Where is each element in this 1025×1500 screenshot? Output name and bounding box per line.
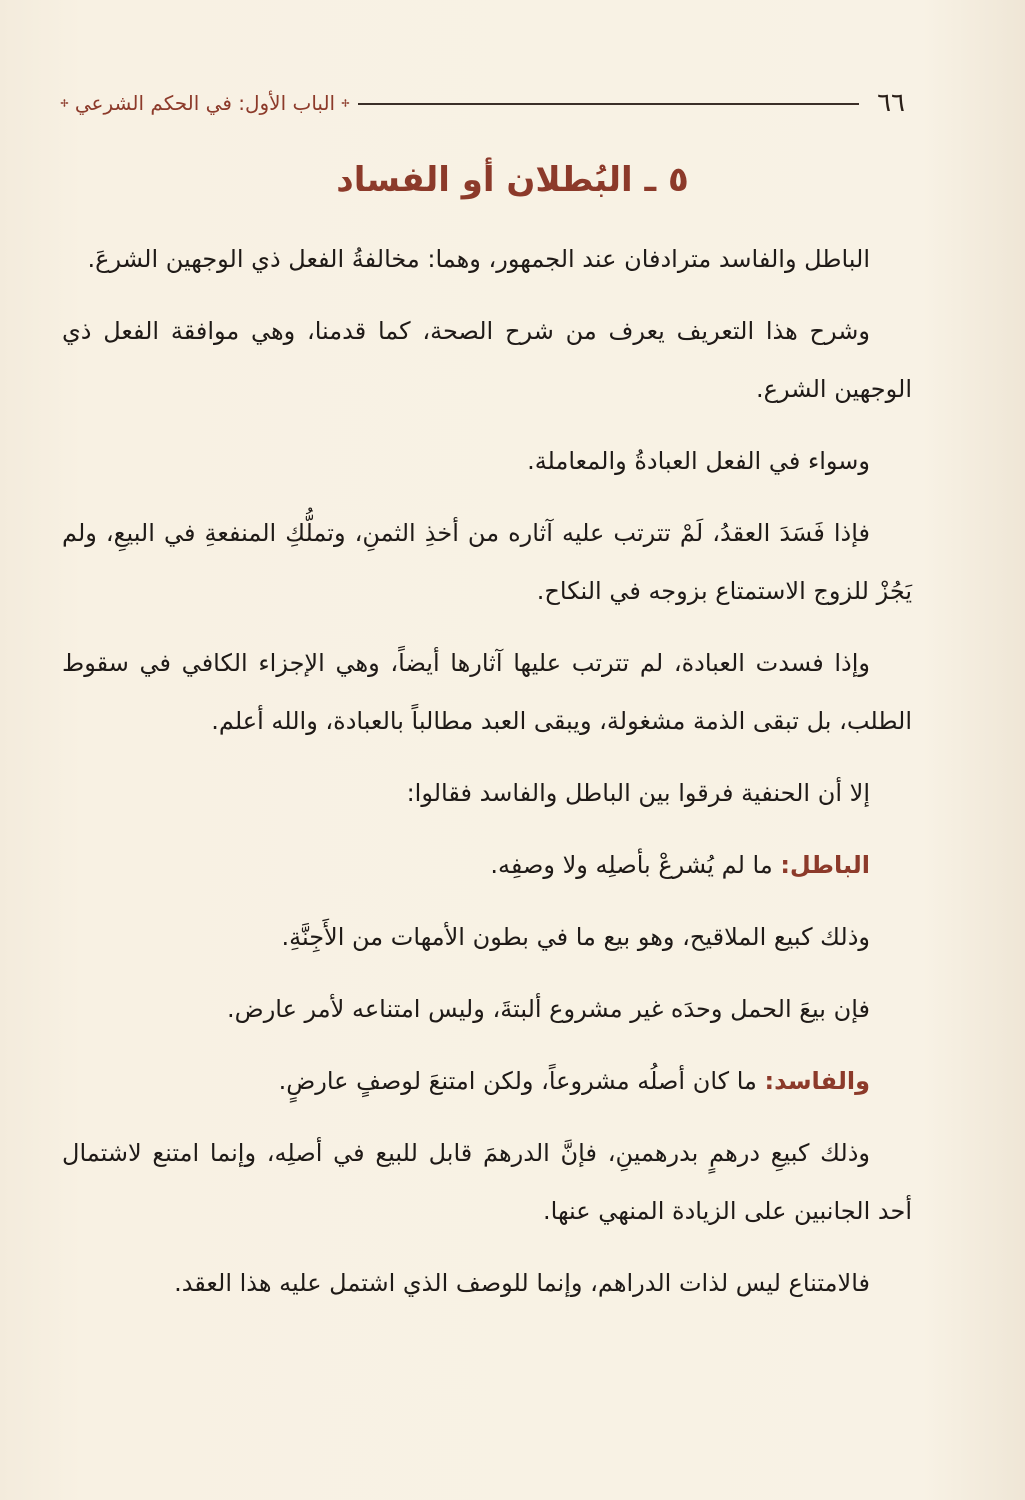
paragraph-text: فإن بيعَ الحمل وحدَه غير مشروع ألبتةَ، وليس امتناعه لأمر عارض. (227, 995, 870, 1023)
definition-paragraph (62, 836, 912, 894)
term-label: الباطل: (780, 851, 870, 879)
paragraph-text: وذلك كبيع الملاقيح، وهو بيع ما في بطون الأمهات من الأَجِنَّةِ. (281, 923, 870, 951)
paragraph (62, 1254, 912, 1312)
paragraph (62, 764, 912, 822)
paragraph (62, 504, 912, 620)
paragraph (62, 1124, 912, 1240)
page-number: ٦٦ (877, 88, 905, 118)
paragraph-text: فإذا فَسَدَ العقدُ، لَمْ تترتب عليه آثاره من أخذِ الثمنِ، وتملُّكِ المنفعةِ في البيعِ، ولم يَجُزْ للزوج الاستمتاع بزوجه في النكاح. (62, 519, 912, 605)
definition-paragraph (62, 1052, 912, 1110)
term-label: والفاسد: (764, 1067, 870, 1095)
paragraph-text: وذلك كبيعِ درهمٍ بدرهمينِ، فإنَّ الدرهمَ قابل للبيع في أصلِه، وإنما امتنع لاشتمال أحد الجانبين على الزيادة المنهي عنها. (62, 1139, 912, 1225)
header-rule (358, 103, 859, 105)
paragraph-text: ما لم يُشرعْ بأصلِه ولا وصفِه. (490, 851, 781, 879)
body-text (62, 230, 912, 1326)
paragraph-text: وسواء في الفعل العبادةُ والمعاملة. (527, 447, 870, 475)
paragraph (62, 230, 912, 288)
running-header (60, 86, 905, 120)
paragraph-text: الباطل والفاسد مترادفان عند الجمهور، وهما: مخالفةُ الفعل ذي الوجهين الشرعَ. (87, 245, 870, 273)
paragraph-text: إلا أن الحنفية فرقوا بين الباطل والفاسد فقالوا: (406, 779, 870, 807)
paragraph (62, 980, 912, 1038)
paragraph (62, 908, 912, 966)
paragraph-text: وشرح هذا التعريف يعرف من شرح الصحة، كما قدمنا، وهي موافقة الفعل ذي الوجهين الشرع. (62, 317, 912, 403)
paragraph (62, 302, 912, 418)
chapter-title-group (60, 86, 350, 120)
paragraph-text: فالامتناع ليس لذات الدراهم، وإنما للوصف الذي اشتمل عليه هذا العقد. (174, 1269, 870, 1297)
paragraph-text: وإذا فسدت العبادة، لم تترتب عليها آثارها أيضاً، وهي الإجزاء الكافي في سقوط الطلب، بل تبقى الذمة مشغولة، ويبقى العبد مطالباً بالعبادة، والله أعلم. (62, 649, 912, 735)
paragraph (62, 432, 912, 490)
floral-ornament-icon (60, 93, 69, 113)
paragraph-text: ما كان أصلُه مشروعاً، ولكن امتنعَ لوصفٍ عارضٍ. (278, 1067, 765, 1095)
floral-ornament-icon (341, 93, 350, 113)
paragraph (62, 634, 912, 750)
section-title: ٥ ـ البُطلان أو الفساد (336, 160, 689, 200)
chapter-title: الباب الأول: في الحكم الشرعي (74, 91, 336, 115)
